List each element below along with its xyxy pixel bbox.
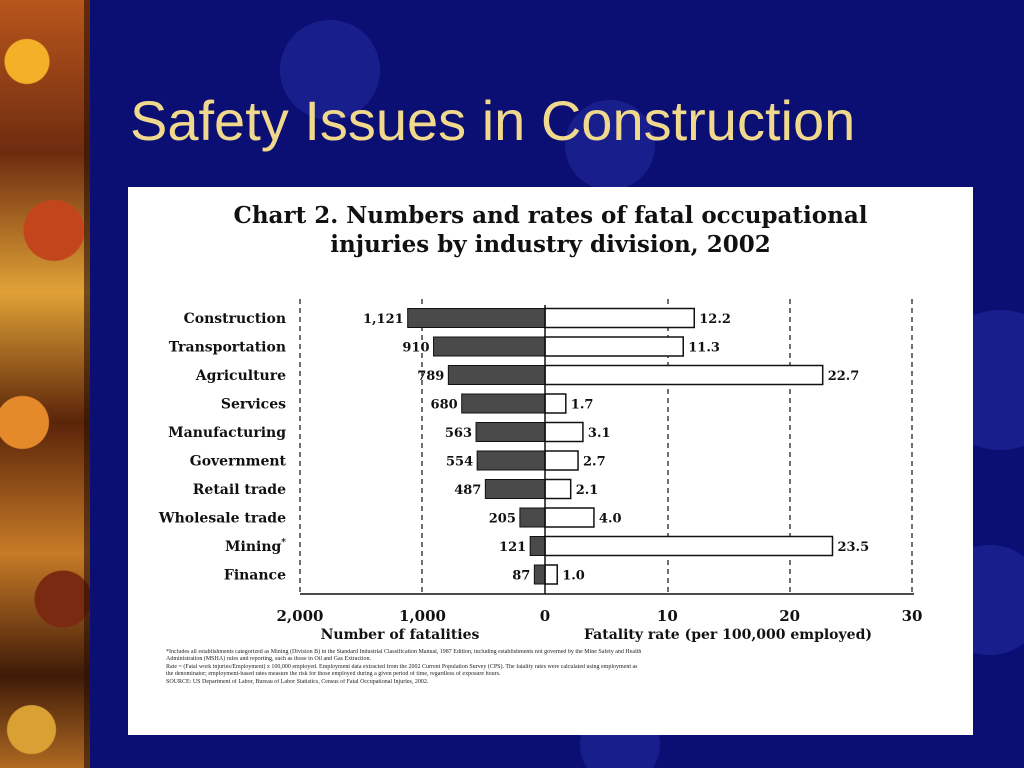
fatalities-label: 487 xyxy=(454,483,482,498)
right-tick-label: 30 xyxy=(901,607,923,625)
chart-panel xyxy=(128,187,973,735)
left-tick-label: 0 xyxy=(539,607,551,625)
rate-bar xyxy=(545,366,823,385)
rate-bar xyxy=(545,508,594,527)
footnote-line: the denominator; employment-based rates measure the risk for those employed during a given period of time, regardless of exposure hours. xyxy=(166,671,501,678)
fatalities-label: 789 xyxy=(417,369,445,384)
category-label: Services xyxy=(220,396,286,413)
left-axis-title: Number of fatalities xyxy=(320,627,480,643)
fatalities-bar xyxy=(408,309,545,328)
category-label: Mining* xyxy=(225,538,286,555)
rate-bar xyxy=(545,480,571,499)
left-tick-label: 1,000 xyxy=(399,607,446,625)
category-label: Transportation xyxy=(168,339,286,356)
fatalities-label: 680 xyxy=(430,397,458,413)
rate-bar xyxy=(545,309,694,328)
rate-label: 23.5 xyxy=(837,540,870,555)
fatalities-label: 121 xyxy=(499,540,527,555)
rate-bar xyxy=(545,565,557,584)
rate-label: 3.1 xyxy=(587,426,611,441)
category-label: Retail trade xyxy=(192,482,286,498)
rate-label: 22.7 xyxy=(827,369,860,384)
fatalities-bar xyxy=(462,394,545,413)
rate-label: 1.0 xyxy=(562,568,585,584)
footnote-line: Rate = (Fatal work injuries/Employment) x 100,000 employed. Employment data extracted from the 2002 Current Population Survey (CPS). The fatality rates were calculated using employment as xyxy=(166,663,638,670)
fatalities-bar xyxy=(530,537,545,556)
rate-label: 12.2 xyxy=(699,312,731,327)
category-label: Wholesale trade xyxy=(158,510,286,527)
fatalities-bar xyxy=(476,423,545,442)
rate-label: 4.0 xyxy=(598,511,622,527)
slide-title: Safety Issues in Construction xyxy=(130,89,856,152)
chart-title: Chart 2. Numbers and rates of fatal occupational injuries by industry division, 2002 xyxy=(233,202,868,258)
fatalities-bar xyxy=(477,451,545,470)
rate-bar xyxy=(545,337,683,356)
fatalities-label: 554 xyxy=(445,454,474,470)
category-label: Government xyxy=(189,453,286,470)
chart-footnotes xyxy=(166,649,866,686)
fatalities-bar xyxy=(448,366,545,385)
fatalities-bar xyxy=(434,337,545,356)
rate-label: 1.7 xyxy=(570,397,594,413)
category-label: Manufacturing xyxy=(168,425,286,441)
rate-bar xyxy=(545,423,583,442)
footnote-line: Administration (MSHA) rules and reporting, such as those in Oil and Gas Extraction. xyxy=(166,656,371,663)
category-label: Agriculture xyxy=(195,368,286,384)
rate-label: 11.3 xyxy=(688,340,720,356)
footnote-line: *Includes all establishments categorized as Mining (Division B) in the Standard Industrial Classification Manual, 1987 Edition, including establishments not governed by the Mine Safety and Health xyxy=(166,649,642,655)
category-label: Construction xyxy=(183,311,286,327)
fatalities-label: 1,121 xyxy=(362,312,404,327)
right-tick-label: 10 xyxy=(656,607,678,625)
fatalities-bar xyxy=(485,480,545,499)
fatalities-label: 910 xyxy=(402,340,430,356)
footnote-line: SOURCE: US Department of Labor, Bureau of Labor Statistics, Census of Fatal Occupational Injuries, 2002. xyxy=(166,678,429,685)
right-axis-title: Fatality rate (per 100,000 employed) xyxy=(584,627,872,643)
rate-bar xyxy=(545,451,578,470)
rate-label: 2.7 xyxy=(583,454,606,470)
left-tick-label: 2,000 xyxy=(276,607,324,625)
right-tick-label: 20 xyxy=(779,607,801,625)
fatalities-bar xyxy=(520,508,545,527)
rate-bar xyxy=(545,394,566,413)
fatalities-bar xyxy=(534,565,545,584)
fatalities-label: 205 xyxy=(488,511,516,527)
rate-bar xyxy=(545,537,832,556)
fatalities-label: 563 xyxy=(444,426,473,441)
fatalities-label: 87 xyxy=(512,568,531,584)
rate-label: 2.1 xyxy=(575,483,599,498)
category-label: Finance xyxy=(223,567,286,584)
